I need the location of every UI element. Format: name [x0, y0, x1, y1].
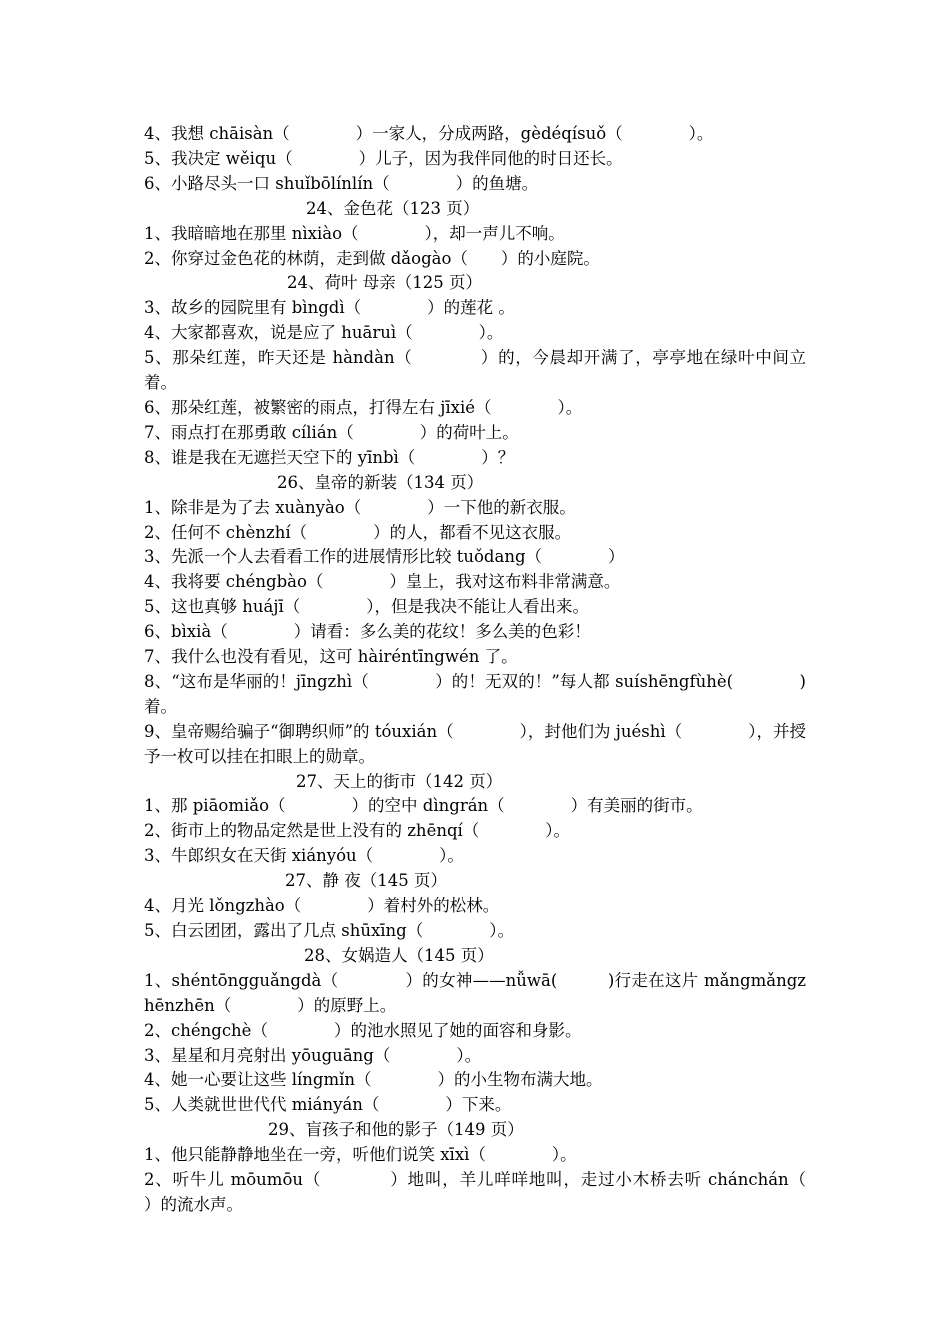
question-item: 3、牛郎织女在天街 xiányóu（ ）。	[144, 846, 464, 866]
worksheet-page	[144, 122, 872, 1218]
question-item: 2、你穿过金色花的林荫，走到做 dǎogào（ ）的小庭院。	[144, 248, 600, 268]
question-item: 1、shéntōngguǎngdà（ ）的女神——nǚwā( )行走在这片 mǎngmǎngzhēnzhēn（ ）的原野上。	[144, 970, 806, 1015]
question-item: 6、那朵红莲，被繁密的雨点，打得左右 jīxié（ ）。	[144, 397, 583, 417]
question-item: 4、大家都喜欢，说是应了 huāruì（ ）。	[144, 323, 504, 343]
question-item: 6、bìxià（ ）请看：多么美的花纹！多么美的色彩！	[144, 622, 591, 642]
question-item: 3、星星和月亮射出 yōuguāng（ ）。	[144, 1045, 482, 1065]
question-item: 3、先派一个人去看看工作的进展情形比较 tuǒdang（ ）	[144, 547, 625, 567]
section-heading: 27、静 夜（145 页）	[285, 871, 447, 891]
section-heading: 24、荷叶 母亲（125 页）	[287, 273, 482, 293]
section-heading: 24、金色花（123 页）	[306, 198, 480, 218]
question-item: 6、小路尽头一口 shuǐbōlínlín（ ）的鱼塘。	[144, 173, 539, 193]
section-heading: 26、皇帝的新装（134 页）	[277, 472, 484, 492]
question-item: 1、我暗暗地在那里 nìxiào（ ），却一声儿不响。	[144, 223, 565, 243]
question-item: 2、chéngchè（ ）的池水照见了她的面容和身影。	[144, 1020, 582, 1040]
question-item: 7、雨点打在那勇敢 cílián（ ）的荷叶上。	[144, 422, 519, 442]
question-item: 2、任何不 chènzhí（ ）的人，都看不见这衣服。	[144, 522, 572, 542]
section-heading: 27、天上的街市（142 页）	[296, 771, 503, 791]
question-item: 5、人类就世世代代 miányán（ ）下来。	[144, 1095, 512, 1115]
question-item: 5、我决定 wěiqu（ ）儿子，因为我伴同他的时日还长。	[144, 148, 623, 168]
question-item: 4、她一心要让这些 língmǐn（ ）的小生物布满大地。	[144, 1070, 603, 1090]
question-item: 5、白云团团，露出了几点 shūxīng（ ）。	[144, 921, 514, 940]
question-item: 2、街市上的物品定然是世上没有的 zhēnqí（ ）。	[144, 821, 571, 841]
question-item: 7、我什么也没有看见，这可 hàiréntīngwén 了。	[144, 647, 518, 667]
question-item: 1、他只能静静地坐在一旁，听他们说笑 xīxì（ ）。	[144, 1145, 577, 1165]
question-item: 8、“这布是华丽的！jīngzhì（ ）的！无双的！”每人都 suíshēngfùhè( )着。	[144, 671, 806, 716]
question-item: 4、我想 chāisàn（ ）一家人，分成两路，gèdéqísuǒ（ ）。	[144, 124, 714, 143]
question-item: 4、月光 lǒngzhào（ ）着村外的松林。	[144, 896, 500, 916]
question-item: 8、谁是我在无遮拦天空下的 yīnbì（ ）？	[144, 447, 515, 467]
question-item: 3、故乡的园院里有 bìngdì（ ）的莲花 。	[144, 298, 515, 318]
question-item: 5、这也真够 huájī（ ），但是我决不能让人看出来。	[144, 597, 589, 617]
question-item: 1、那 piāomiǎo（ ）的空中 dìngrán（ ）有美丽的街市。	[144, 796, 703, 816]
question-item: 1、除非是为了去 xuànyào（ ）一下他的新衣服。	[144, 497, 576, 517]
question-item: 2、听牛儿 mōumōu（ ）地叫，羊儿咩咩地叫，走过小木桥去听 chánchán（ ）的流水声。	[144, 1170, 872, 1214]
section-heading: 29、盲孩子和他的影子（149 页）	[268, 1120, 524, 1140]
section-heading: 28、女娲造人（145 页）	[304, 945, 494, 965]
question-item: 5、那朵红莲，昨天还是 hàndàn（ ）的，今晨却开满了，亭亭地在绿叶中间立着。	[144, 348, 806, 393]
question-item: 9、皇帝赐给骗子“御聘织师”的 tóuxián（ ），封他们为 juéshì（ ），并授予一枚可以挂在扣眼上的勋章。	[144, 721, 806, 766]
question-item: 4、我将要 chéngbào（ ）皇上，我对这布料非常满意。	[144, 572, 621, 592]
